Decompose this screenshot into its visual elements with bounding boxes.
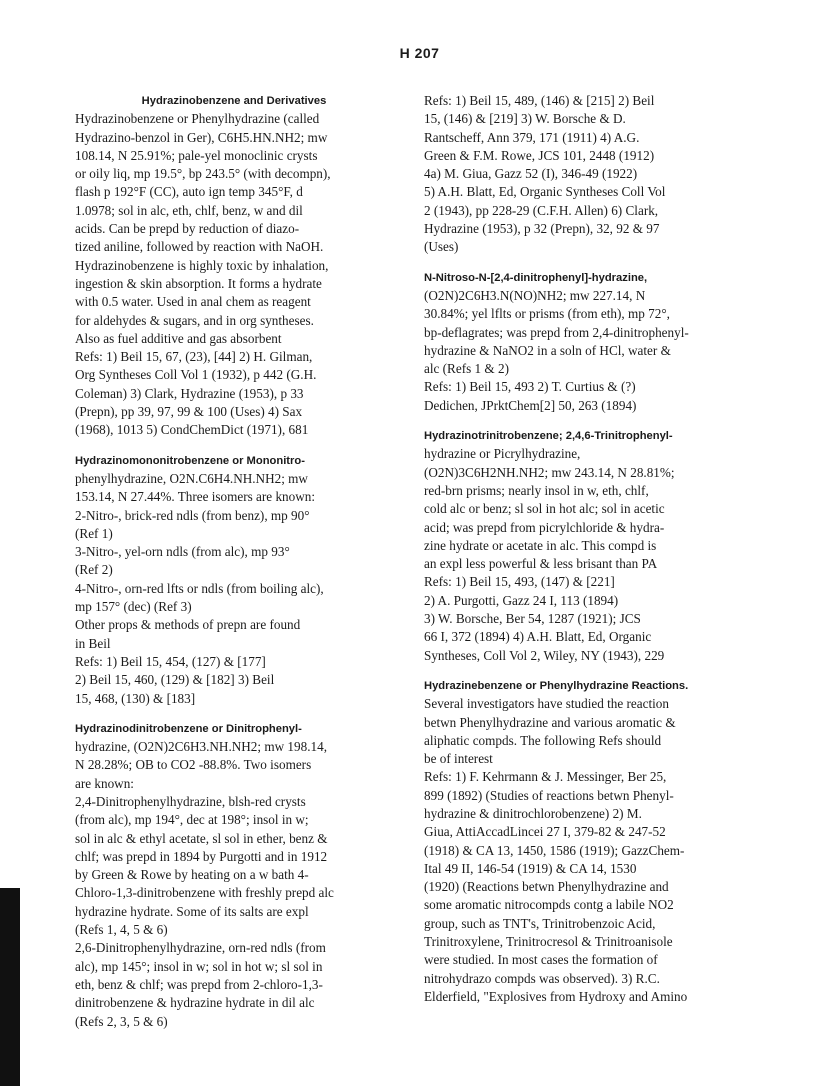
- text-line: (1918) & CA 13, 1450, 1586 (1919); GazzChem-: [424, 842, 685, 858]
- text-line: chlf; was prepd in 1894 by Purgotti and in 1912: [75, 848, 328, 864]
- text-line: group, such as TNT's, Trinitrobenzoic Acid,: [424, 915, 656, 931]
- text-line: Hydrazine (1953), p 32 (Prepn), 32, 92 & 97: [424, 221, 660, 237]
- text-line: (from alc), mp 194°, dec at 198°; insol in w;: [75, 812, 309, 828]
- text-line: 15, (146) & [219] 3) W. Borsche & D.: [424, 111, 626, 127]
- text-line: (Refs 2, 3, 5 & 6): [75, 1013, 168, 1029]
- text-line: an expl less powerful & less brisant than PA: [424, 556, 658, 572]
- scan-edge-bar: [0, 888, 20, 1086]
- text-line: Trinitroxylene, Trinitrocresol & Trinitroanisole: [424, 934, 673, 950]
- text-line: (1968), 1013 5) CondChemDict (1971), 681: [75, 422, 309, 438]
- text-line: Refs: 1) Beil 15, 67, (23), [44] 2) H. Gilman,: [75, 349, 313, 365]
- text-line: (O2N)2C6H3.N(NO)NH2; mw 227.14, N: [424, 287, 646, 303]
- text-line: were studied. In most cases the formation of: [424, 952, 658, 968]
- entry-title: Hydrazinomononitrobenzene or Mononitro-: [75, 454, 305, 467]
- text-line: Ital 49 II, 146-54 (1919) & CA 14, 1530: [424, 860, 637, 876]
- left-entry: [75, 452, 393, 708]
- text-line: 4a) M. Giua, Gazz 52 (I), 346-49 (1922): [424, 166, 638, 182]
- entry-title: Hydrazinodinitrobenzene or Dinitrophenyl-: [75, 722, 302, 735]
- entry-title: Hydrazinobenzene and Derivatives: [141, 95, 327, 107]
- right-column: [424, 92, 766, 1018]
- text-line: Elderfield, "Explosives from Hydroxy and Amino: [424, 988, 688, 1004]
- entry-title: Hydrazinotrinitrobenzene; 2,4,6-Trinitrophenyl-: [424, 430, 673, 443]
- text-line: red-brn prisms; nearly insol in w, eth, chlf,: [424, 482, 649, 498]
- text-line: acid; was prepd from picrylchloride & hydra-: [424, 519, 665, 535]
- text-line: Hydrazino-benzol in Ger), C6H5.HN.NH2; mw: [75, 129, 328, 145]
- left-entry: [75, 92, 393, 440]
- text-line: alc), mp 145°; insol in w; sol in hot w; sl sol in: [75, 958, 323, 974]
- text-line: are known:: [75, 775, 134, 791]
- text-line: betwn Phenylhydrazine and various aromatic &: [424, 714, 676, 730]
- text-line: 2 (1943), pp 228-29 (C.F.H. Allen) 6) Clark,: [424, 202, 659, 218]
- text-line: Syntheses, Coll Vol 2, Wiley, NY (1943), 229: [424, 647, 665, 663]
- text-line: (O2N)3C6H2NH.NH2; mw 243.14, N 28.81%;: [424, 464, 675, 480]
- text-line: 2,4-Dinitrophenylhydrazine, blsh-red crysts: [75, 793, 306, 809]
- text-line: dinitrobenzene & hydrazine hydrate in dil alc: [75, 995, 315, 1011]
- text-line: Several investigators have studied the reaction: [424, 696, 669, 712]
- text-line: bp-deflagrates; was prepd from 2,4-dinitrophenyl-: [424, 324, 689, 340]
- text-line: by Green & Rowe by heating on a w bath 4-: [75, 867, 309, 883]
- text-line: (Uses): [424, 239, 459, 255]
- text-line: 4-Nitro-, orn-red lfts or ndls (from boiling alc),: [75, 580, 324, 596]
- text-line: Refs: 1) Beil 15, 493 2) T. Curtius & (?): [424, 379, 636, 395]
- text-line: or oily liq, mp 19.5°, bp 243.5° (with decompn),: [75, 166, 331, 182]
- text-line: 3-Nitro-, yel-orn ndls (from alc), mp 93°: [75, 544, 290, 560]
- entry-title: N-Nitroso-N-[2,4-dinitrophenyl]-hydrazine,: [424, 271, 648, 284]
- left-entry: [75, 720, 393, 1031]
- text-line: hydrazine or Picrylhydrazine,: [424, 446, 581, 462]
- text-line: N 28.28%; OB to CO2 -88.8%. Two isomers: [75, 757, 312, 773]
- text-line: Org Syntheses Coll Vol 1 (1932), p 442 (G.H.: [75, 367, 317, 383]
- right-entry: [424, 427, 766, 665]
- text-line: sol in alc & ethyl acetate, sl sol in ether, benz &: [75, 830, 328, 846]
- text-line: 2) Beil 15, 460, (129) & [182] 3) Beil: [75, 672, 275, 688]
- right-entry: [424, 269, 766, 415]
- text-line: 5) A.H. Blatt, Ed, Organic Syntheses Coll Vol: [424, 184, 666, 200]
- text-line: 2,6-Dinitrophenylhydrazine, orn-red ndls (from: [75, 940, 326, 956]
- text-line: 153.14, N 27.44%. Three isomers are known:: [75, 489, 316, 505]
- text-line: aliphatic compds. The following Refs should: [424, 732, 662, 748]
- text-line: hydrazine hydrate. Some of its salts are expl: [75, 903, 309, 919]
- text-line: Chloro-1,3-dinitrobenzene with freshly prepd alc: [75, 885, 334, 901]
- text-line: nitrohydrazo compds was observed). 3) R.C.: [424, 970, 660, 986]
- text-line: Hydrazinobenzene is highly toxic by inhalation,: [75, 257, 329, 273]
- text-line: phenylhydrazine, O2N.C6H4.NH.NH2; mw: [75, 470, 308, 486]
- text-line: Green & F.M. Rowe, JCS 101, 2448 (1912): [424, 147, 655, 163]
- text-line: Refs: 1) Beil 15, 493, (147) & [221]: [424, 574, 615, 590]
- text-line: 2-Nitro-, brick-red ndls (from benz), mp 90°: [75, 507, 310, 523]
- text-line: (1920) (Reactions betwn Phenylhydrazine and: [424, 879, 669, 895]
- text-line: Other props & methods of prepn are found: [75, 617, 301, 633]
- text-line: be of interest: [424, 751, 493, 767]
- left-column: [75, 92, 393, 1043]
- text-line: Also as fuel additive and gas absorbent: [75, 330, 282, 346]
- page-number: H 207: [399, 45, 440, 61]
- text-line: (Refs 1, 4, 5 & 6): [75, 922, 168, 938]
- text-line: 1.0978; sol in alc, eth, chlf, benz, w and dil: [75, 202, 303, 218]
- text-line: some aromatic nitrocompds contg a labile NO2: [424, 897, 674, 913]
- text-line: hydrazine, (O2N)2C6H3.NH.NH2; mw 198.14,: [75, 739, 327, 755]
- text-line: mp 157° (dec) (Ref 3): [75, 599, 192, 615]
- text-line: 2) A. Purgotti, Gazz 24 I, 113 (1894): [424, 592, 619, 608]
- text-line: Dedichen, JPrktChem[2] 50, 263 (1894): [424, 397, 637, 413]
- text-line: Refs: 1) Beil 15, 489, (146) & [215] 2) Beil: [424, 93, 655, 108]
- text-line: hydrazine & dinitrochlorobenzene) 2) M.: [424, 805, 642, 821]
- text-line: alc (Refs 1 & 2): [424, 361, 509, 377]
- right-entry: [424, 92, 766, 257]
- text-line: 15, 468, (130) & [183]: [75, 690, 196, 706]
- text-line: tized aniline, followed by reaction with NaOH.: [75, 239, 324, 255]
- right-entry: [424, 677, 766, 1006]
- text-line: cold alc or benz; sl sol in hot alc; sol in acetic: [424, 501, 665, 517]
- text-line: Hydrazinobenzene or Phenylhydrazine (called: [75, 111, 320, 127]
- text-line: (Ref 2): [75, 562, 113, 578]
- text-line: with 0.5 water. Used in anal chem as reagent: [75, 294, 311, 310]
- text-line: (Ref 1): [75, 525, 113, 541]
- text-line: acids. Can be prepd by reduction of diazo-: [75, 221, 300, 237]
- text-line: (Prepn), pp 39, 97, 99 & 100 (Uses) 4) Sax: [75, 404, 303, 420]
- text-line: 66 I, 372 (1894) 4) A.H. Blatt, Ed, Organic: [424, 629, 652, 645]
- text-line: 899 (1892) (Studies of reactions betwn Phenyl-: [424, 787, 674, 803]
- text-line: hydrazine & NaNO2 in a soln of HCl, water &: [424, 342, 671, 358]
- text-line: Refs: 1) Beil 15, 454, (127) & [177]: [75, 653, 266, 669]
- text-line: zine hydrate or acetate in alc. This compd is: [424, 537, 657, 553]
- text-line: in Beil: [75, 635, 111, 651]
- entry-title: Hydrazinebenzene or Phenylhydrazine Reactions.: [424, 679, 689, 692]
- text-line: ingestion & skin absorption. It forms a hydrate: [75, 275, 322, 291]
- text-line: Giua, AttiAccadLincei 27 I, 379-82 & 247-52: [424, 824, 666, 840]
- text-line: for aldehydes & sugars, and in org syntheses.: [75, 312, 314, 328]
- text-line: 3) W. Borsche, Ber 54, 1287 (1921); JCS: [424, 611, 641, 627]
- text-line: eth, benz & chlf; was prepd from 2-chloro-1,3-: [75, 976, 323, 992]
- text-line: 30.84%; yel lflts or prisms (from eth), mp 72°,: [424, 306, 670, 322]
- text-line: flash p 192°F (CC), auto ign temp 345°F, d: [75, 184, 303, 200]
- text-line: Coleman) 3) Clark, Hydrazine (1953), p 33: [75, 385, 304, 401]
- text-line: Rantscheff, Ann 379, 171 (1911) 4) A.G.: [424, 129, 640, 145]
- text-line: Refs: 1) F. Kehrmann & J. Messinger, Ber 25,: [424, 769, 667, 785]
- text-line: 108.14, N 25.91%; pale-yel monoclinic crysts: [75, 147, 318, 163]
